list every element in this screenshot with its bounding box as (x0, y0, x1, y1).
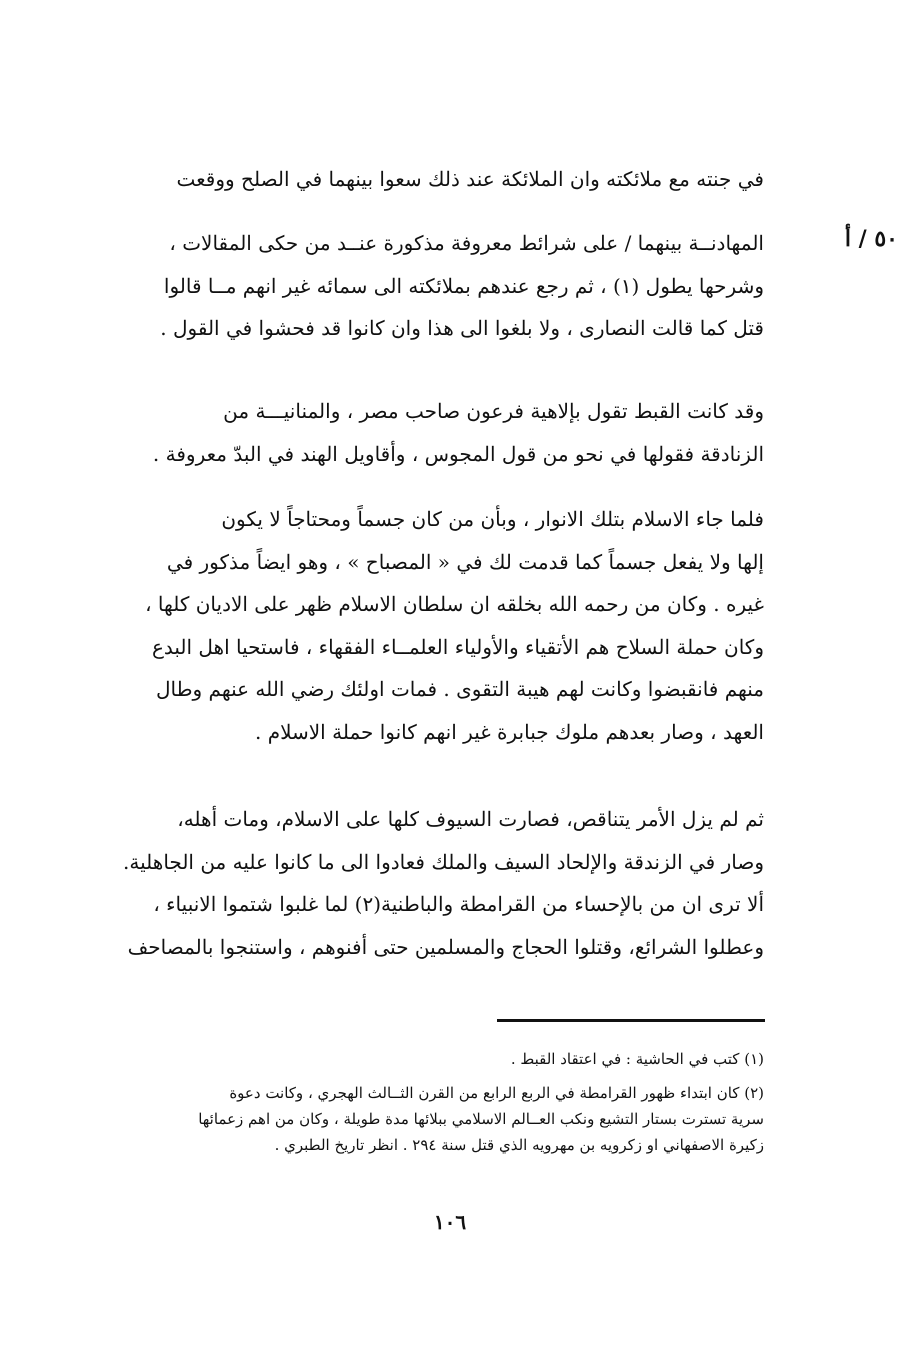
text-line: ثم لم يزل الأمر يتناقص، فصارت السيوف كلها على الاسلام، ومات أهله، (177, 807, 764, 831)
text-line: وكان حملة السلاح هم الأتقياء والأولياء العلمــاء الفقهاء ، فاستحيا اهل البدع (151, 634, 764, 659)
text-line: في جنته مع ملائكته وان الملائكة عند ذلك سعوا بينهما في الصلح ووقعت (176, 167, 764, 191)
paragraph-3 (96, 390, 764, 475)
text-line: الزنادقة فقولها في نحو من قول المجوس ، وأقاويل الهند في البدّ معروفة . (152, 441, 764, 466)
paragraph-1 (96, 158, 764, 201)
text-line: المهادنــة بينهما / على شرائط معروفة مذكورة عنــد من حكى المقالات ، (169, 231, 764, 255)
footnote-divider (497, 1019, 765, 1022)
text-line: وعطلوا الشرائع، وقتلوا الحجاج والمسلمين حتى أفنوهم ، واستنجوا بالمصاحف (127, 934, 764, 959)
paragraph-5 (96, 798, 764, 968)
footnote-1: (١) كتب في الحاشية : في اعتقاد القبط . (510, 1050, 764, 1068)
text-line: ألا ترى ان من بالإحساء من القرامطة والباطنية(٢) لما غلبوا شتموا الانبياء ، (153, 892, 764, 916)
text-line: العهد ، وصار بعدهم ملوك جبابرة غير انهم كانوا حملة الاسلام . (254, 719, 764, 744)
folio-marginal-note: ٥٠ / أ (844, 226, 898, 252)
text-line: قتل كما قالت النصارى ، ولا بلغوا الى هذا وان كانوا قد فحشوا في القول . (160, 316, 764, 340)
text-line: وشرحها يطول (١) ، ثم رجع عندهم بملائكته الى سمائه غير انهم مــا قالوا (163, 273, 764, 298)
paragraph-4 (96, 498, 764, 753)
footnote-2-line: (٢) كان ابتداء ظهور القرامطة في الربع الرابع من القرن الثــالث الهجري ، وكانت دعوة (229, 1084, 764, 1102)
text-line: إلها ولا يفعل جسماً كما قدمت لك في « المصباح » ، وهو ايضاً مذكور في (166, 549, 764, 574)
paragraph-2 (96, 222, 764, 350)
text-line: فلما جاء الاسلام بتلك الانوار ، وبأن من كان جسماً ومحتاجاً لا يكون (221, 507, 764, 531)
footnote-2-line: زكيرة الاصفهاني او زكرويه بن مهرويه الذي قتل سنة ٢٩٤ . انظر تاريخ الطبري . (274, 1136, 764, 1154)
text-line: وصار في الزندقة والإلحاد السيف والملك فعادوا الى ما كانوا عليه من الجاهلية. (123, 849, 764, 874)
page-number: ١٠٦ (433, 1210, 467, 1234)
text-line: وقد كانت القبط تقول بإلاهية فرعون صاحب مصر ، والمنانيـــة من (223, 399, 764, 423)
footnotes (96, 1046, 764, 1158)
text-line: غيره . وكان من رحمه الله بخلقه ان سلطان الاسلام ظهر على الاديان كلها ، (145, 592, 764, 616)
text-line: منهم فانقبضوا وكانت لهم هيبة التقوى . فمات اولئك رضي الله عنهم وطال (155, 677, 764, 701)
footnote-2-line: سرية تسترت بستار التشيع ونكب العــالم الاسلامي ببلائها مدة طويلة ، وكان من اهم زعمائها (198, 1110, 764, 1128)
